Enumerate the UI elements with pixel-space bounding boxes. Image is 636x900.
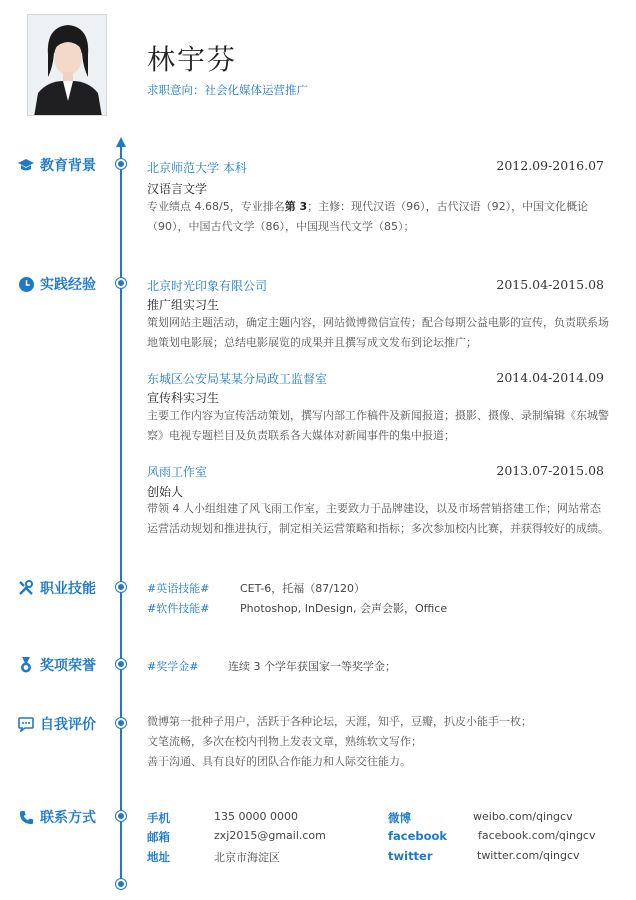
experience-date: 2015.04-2015.08	[496, 277, 604, 292]
contact-facebook-label: facebook	[388, 829, 448, 843]
experience-role: 宣传科实习生	[147, 391, 220, 405]
skill-value: Photoshop, InDesign, 会声会影，Office	[240, 602, 448, 615]
education-school: 北京师范大学 本科	[147, 161, 247, 175]
experience-description: 策划网站主题活动，确定主题内容，网站微博微信宣传；配合每期公益电影的宣传，负责联系场地策划电影展；总结电影展览的成果并且撰写成文发布到论坛推广；	[147, 316, 609, 349]
experience-description: 主要工作内容为宣传活动策划，撰写内部工作稿件及新闻报道；摄影、摄像、录制编辑《东城警察》电视专题栏目及负责联系各大媒体对新闻事件的集中报道；	[147, 409, 609, 442]
experience-org: 东城区公安局某某分局政工监督室	[147, 372, 328, 386]
section-experience-title: 实践经验	[18, 274, 96, 294]
tools-icon	[18, 580, 34, 596]
timeline-dot	[116, 718, 126, 728]
experience-description: 带领 4 人小组组建了风飞雨工作室，主要致力于品牌建设，以及市场营销搭建工作；网站常态运营活动规划和推进执行，制定相关运营策略和指标；多次参加校内比赛，并获得较好的成绩。	[147, 502, 609, 535]
skill-value: CET-6，托福（87/120）	[240, 582, 366, 595]
experience-role: 创始人	[147, 485, 184, 499]
graduation-cap-icon	[18, 157, 34, 173]
clock-icon	[18, 276, 34, 292]
section-skills-title: 职业技能	[18, 578, 96, 598]
self-eval-line: 文笔流畅，多次在校内刊物上发表文章，熟练软文写作；	[147, 735, 422, 748]
job-objective: 求职意向：社会化媒体运营推广	[147, 83, 308, 97]
self-eval-text	[147, 712, 609, 772]
experience-role: 推广组实习生	[147, 298, 220, 312]
experience-date: 2014.04-2014.09	[496, 370, 604, 385]
contact-weibo[interactable]: weibo.com/qingcv	[473, 810, 573, 823]
medal-icon	[18, 657, 34, 673]
profile-photo	[27, 14, 107, 116]
section-education-title: 教育背景	[18, 155, 96, 175]
contact-facebook[interactable]: facebook.com/qingcv	[478, 829, 596, 842]
phone-icon	[18, 809, 34, 825]
chat-icon	[18, 716, 34, 732]
section-awards-title: 奖项荣誉	[18, 655, 96, 675]
education-major: 汉语言文学	[147, 182, 208, 196]
skill-label: #英语技能#	[147, 582, 210, 595]
self-eval-line: 微博第一批种子用户，活跃于各种论坛，天涯，知乎，豆瓣，扒皮小能手一枚；	[147, 715, 532, 728]
contact-twitter-label: twitter	[388, 849, 433, 863]
candidate-name: 林宇芬	[147, 43, 238, 76]
experience-date: 2013.07-2015.08	[496, 463, 604, 478]
self-eval-line: 善于沟通、具有良好的团队合作能力和人际交往能力。	[147, 755, 411, 768]
contact-twitter[interactable]: twitter.com/qingcv	[477, 849, 580, 862]
timeline-dot	[116, 811, 126, 821]
section-self-eval-title: 自我评价	[18, 714, 96, 734]
contact-phone-label: 手机	[147, 811, 170, 825]
skill-label: #软件技能#	[147, 602, 210, 615]
timeline-dot	[116, 879, 126, 889]
award-value: 连续 3 个学年获国家一等奖学金；	[228, 660, 396, 673]
contact-address: 北京市海淀区	[214, 851, 280, 864]
contact-email[interactable]: zxj2015@gmail.com	[214, 829, 326, 842]
experience-org: 北京时光印象有限公司	[147, 279, 268, 293]
education-date: 2012.09-2016.07	[496, 158, 604, 173]
timeline-line	[120, 146, 122, 888]
contact-address-label: 地址	[147, 850, 170, 864]
education-description: 专业绩点 4.68/5，专业排名第 3；主修：现代汉语（96），古代汉语（92），中国文化概论（90），中国古代文学（86），中国现当代文学（85）；	[147, 200, 589, 233]
contact-email-label: 邮箱	[147, 830, 170, 844]
contact-phone: 135 0000 0000	[214, 810, 298, 823]
award-label: #奖学金#	[147, 660, 199, 673]
experience-org: 风雨工作室	[147, 465, 208, 479]
timeline-dot	[116, 582, 126, 592]
contact-weibo-label: 微博	[388, 811, 411, 825]
timeline-dot	[116, 278, 126, 288]
section-contact-title: 联系方式	[18, 807, 96, 827]
timeline-dot	[116, 659, 126, 669]
timeline-dot	[116, 159, 126, 169]
